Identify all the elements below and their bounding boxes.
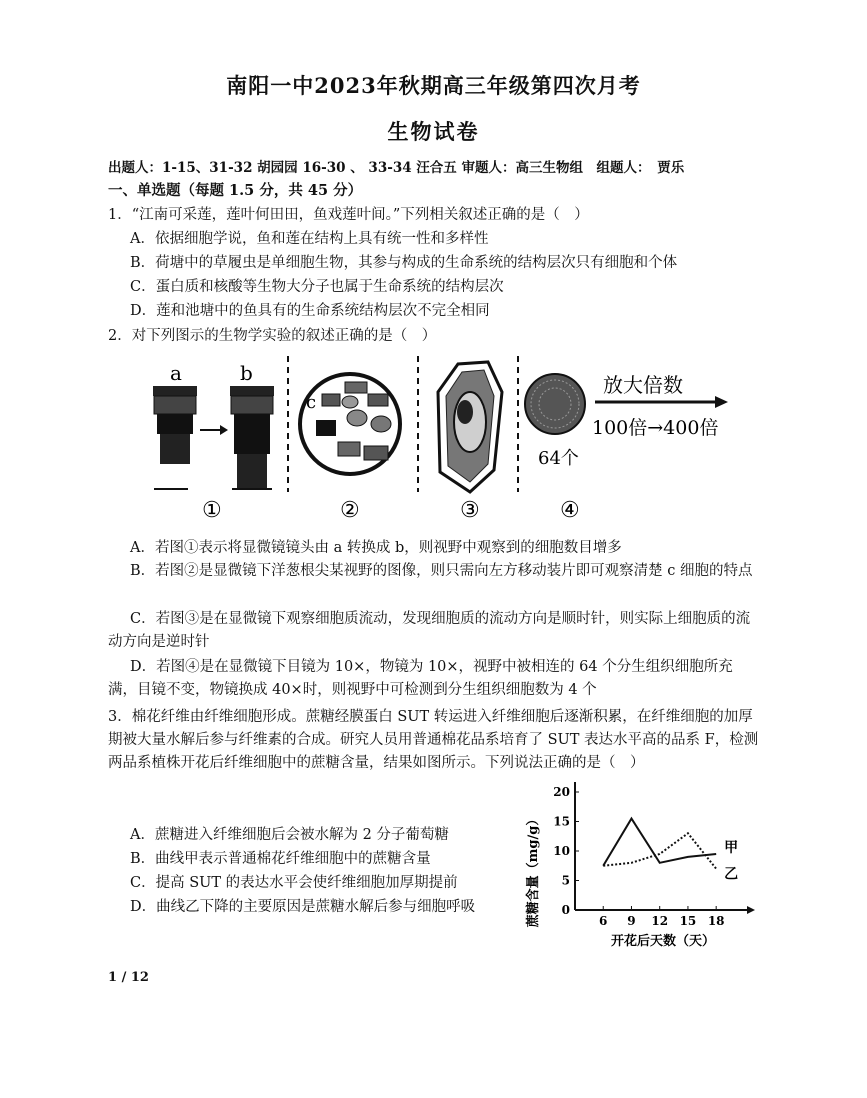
section-heading: 一、单选题（每题 1.5 分，共 45 分） bbox=[108, 182, 363, 199]
q1-stem: 1．“江南可采莲，莲叶何田田，鱼戏莲叶间。”下列相关叙述正确的是（ ） bbox=[108, 207, 589, 223]
series-label: 乙 bbox=[724, 866, 739, 883]
series-label: 甲 bbox=[724, 839, 739, 856]
q1-option-d: D．莲和池塘中的鱼具有的生命系统结构层次不完全相同 bbox=[130, 303, 490, 319]
label-b: b bbox=[240, 361, 253, 385]
panel-2-root-tip bbox=[300, 374, 400, 523]
cell-count-label: 64个 bbox=[538, 448, 579, 469]
q3-option-a: A．蔗糖进入纤维细胞后会被水解为 2 分子葡萄糖 bbox=[130, 827, 449, 843]
page-number: 1 / 12 bbox=[108, 970, 149, 985]
arrow-icon bbox=[200, 425, 228, 435]
y-axis-label: 蔗糖含量（mg/g） bbox=[526, 812, 541, 928]
label-a: a bbox=[170, 361, 182, 385]
q1-option-b: B．荷塘中的草履虫是单细胞生物，其参与构成的生命系统的结构层次只有细胞和个体 bbox=[130, 255, 678, 271]
y-tick-label: 20 bbox=[553, 785, 570, 799]
x-axis-arrow bbox=[747, 906, 755, 914]
x-tick-label: 9 bbox=[627, 914, 636, 928]
x-tick-label: 15 bbox=[679, 914, 697, 928]
q3-option-c: C．提高 SUT 的表达水平会使纤维细胞加厚期提前 bbox=[130, 875, 458, 891]
sucrose-chart bbox=[515, 782, 755, 954]
x-axis-label: 开花后天数（天） bbox=[610, 934, 716, 949]
mag-change-label: 100倍→400倍 bbox=[592, 417, 719, 439]
q2-stem: 2．对下列图示的生物学实验的叙述正确的是（ ） bbox=[108, 328, 437, 344]
y-tick-label: 5 bbox=[561, 873, 570, 888]
x-tick-label: 6 bbox=[599, 914, 608, 928]
q2-option-c: C．若图③是在显微镜下观察细胞质流动，发现细胞质的流动方向是顺时针，则实际上细胞质的流动方向是逆时针 bbox=[108, 611, 751, 650]
q2-figure bbox=[140, 352, 740, 528]
exam-title: 南阳一中2023年秋期高三年级第四次月考 bbox=[226, 73, 641, 98]
objective-a-icon bbox=[153, 386, 197, 464]
q3-option-b: B．曲线甲表示普通棉花纤维细胞中的蔗糖含量 bbox=[130, 851, 431, 867]
q3-option-d: D．曲线乙下降的主要原因是蔗糖水解后参与细胞呼吸 bbox=[130, 899, 476, 915]
q2-option-b: B．若图②是显微镜下洋葱根尖某视野的图像，则只需向左方移动装片即可观察清楚 c 细胞的特点 bbox=[130, 563, 753, 579]
panel-4-magnification bbox=[525, 373, 728, 523]
exam-subtitle: 生物试卷 bbox=[387, 119, 480, 144]
q2-option-d: D．若图④是在显微镜下目镜为 10×，物镜为 10×，视野中被相连的 64 个分生组织细胞所充满，目镜不变，物镜换成 40×时，则视野中可检测到分生组织细胞数为 4 个 bbox=[108, 659, 733, 698]
panel-label-2: ② bbox=[340, 498, 360, 523]
q2-option-a: A．若图①表示将显微镜镜头由 a 转换成 b，则视野中观察到的细胞数目增多 bbox=[130, 540, 622, 556]
x-tick-label: 18 bbox=[707, 914, 725, 928]
y-tick-label: 10 bbox=[553, 844, 570, 858]
y-tick-label: 0 bbox=[561, 903, 570, 917]
label-c: c bbox=[306, 392, 317, 413]
panel-3-plant-cell bbox=[438, 362, 502, 523]
panel-label-3: ③ bbox=[460, 498, 480, 523]
q3-stem: 3．棉花纤维由纤维细胞形成。蔗糖经膜蛋白 SUT 转运进入纤维细胞后逐渐积累，在纤维细胞的加厚期被大量水解后参与纤维素的合成。研究人员用普通棉花品系培育了 SUT 表达水平高的品系 F，检测两品系植株开花后纤维细胞中的蔗糖含量，结果如图所示。下列说法正确的是（ ） bbox=[108, 709, 759, 771]
objective-b-icon bbox=[230, 386, 274, 488]
series-line-甲 bbox=[603, 819, 716, 866]
q1-option-c: C．蛋白质和核酸等生物大分子也属于生命系统的结构层次 bbox=[130, 279, 504, 295]
panel-1-objectives bbox=[153, 361, 274, 523]
panel-label-1: ① bbox=[202, 498, 222, 523]
y-tick-label: 15 bbox=[553, 814, 570, 829]
panel-label-4: ④ bbox=[560, 498, 580, 523]
magnify-label: 放大倍数 bbox=[603, 373, 683, 397]
x-tick-label: 12 bbox=[651, 914, 669, 928]
q1-option-a: A．依据细胞学说，鱼和莲在结构上具有统一性和多样性 bbox=[130, 231, 489, 247]
author-line: 出题人：1-15、31-32 胡园园 16-30 、 33-34 汪合五 审题人：高三生物组 组题人： 贾乐 bbox=[108, 160, 685, 176]
